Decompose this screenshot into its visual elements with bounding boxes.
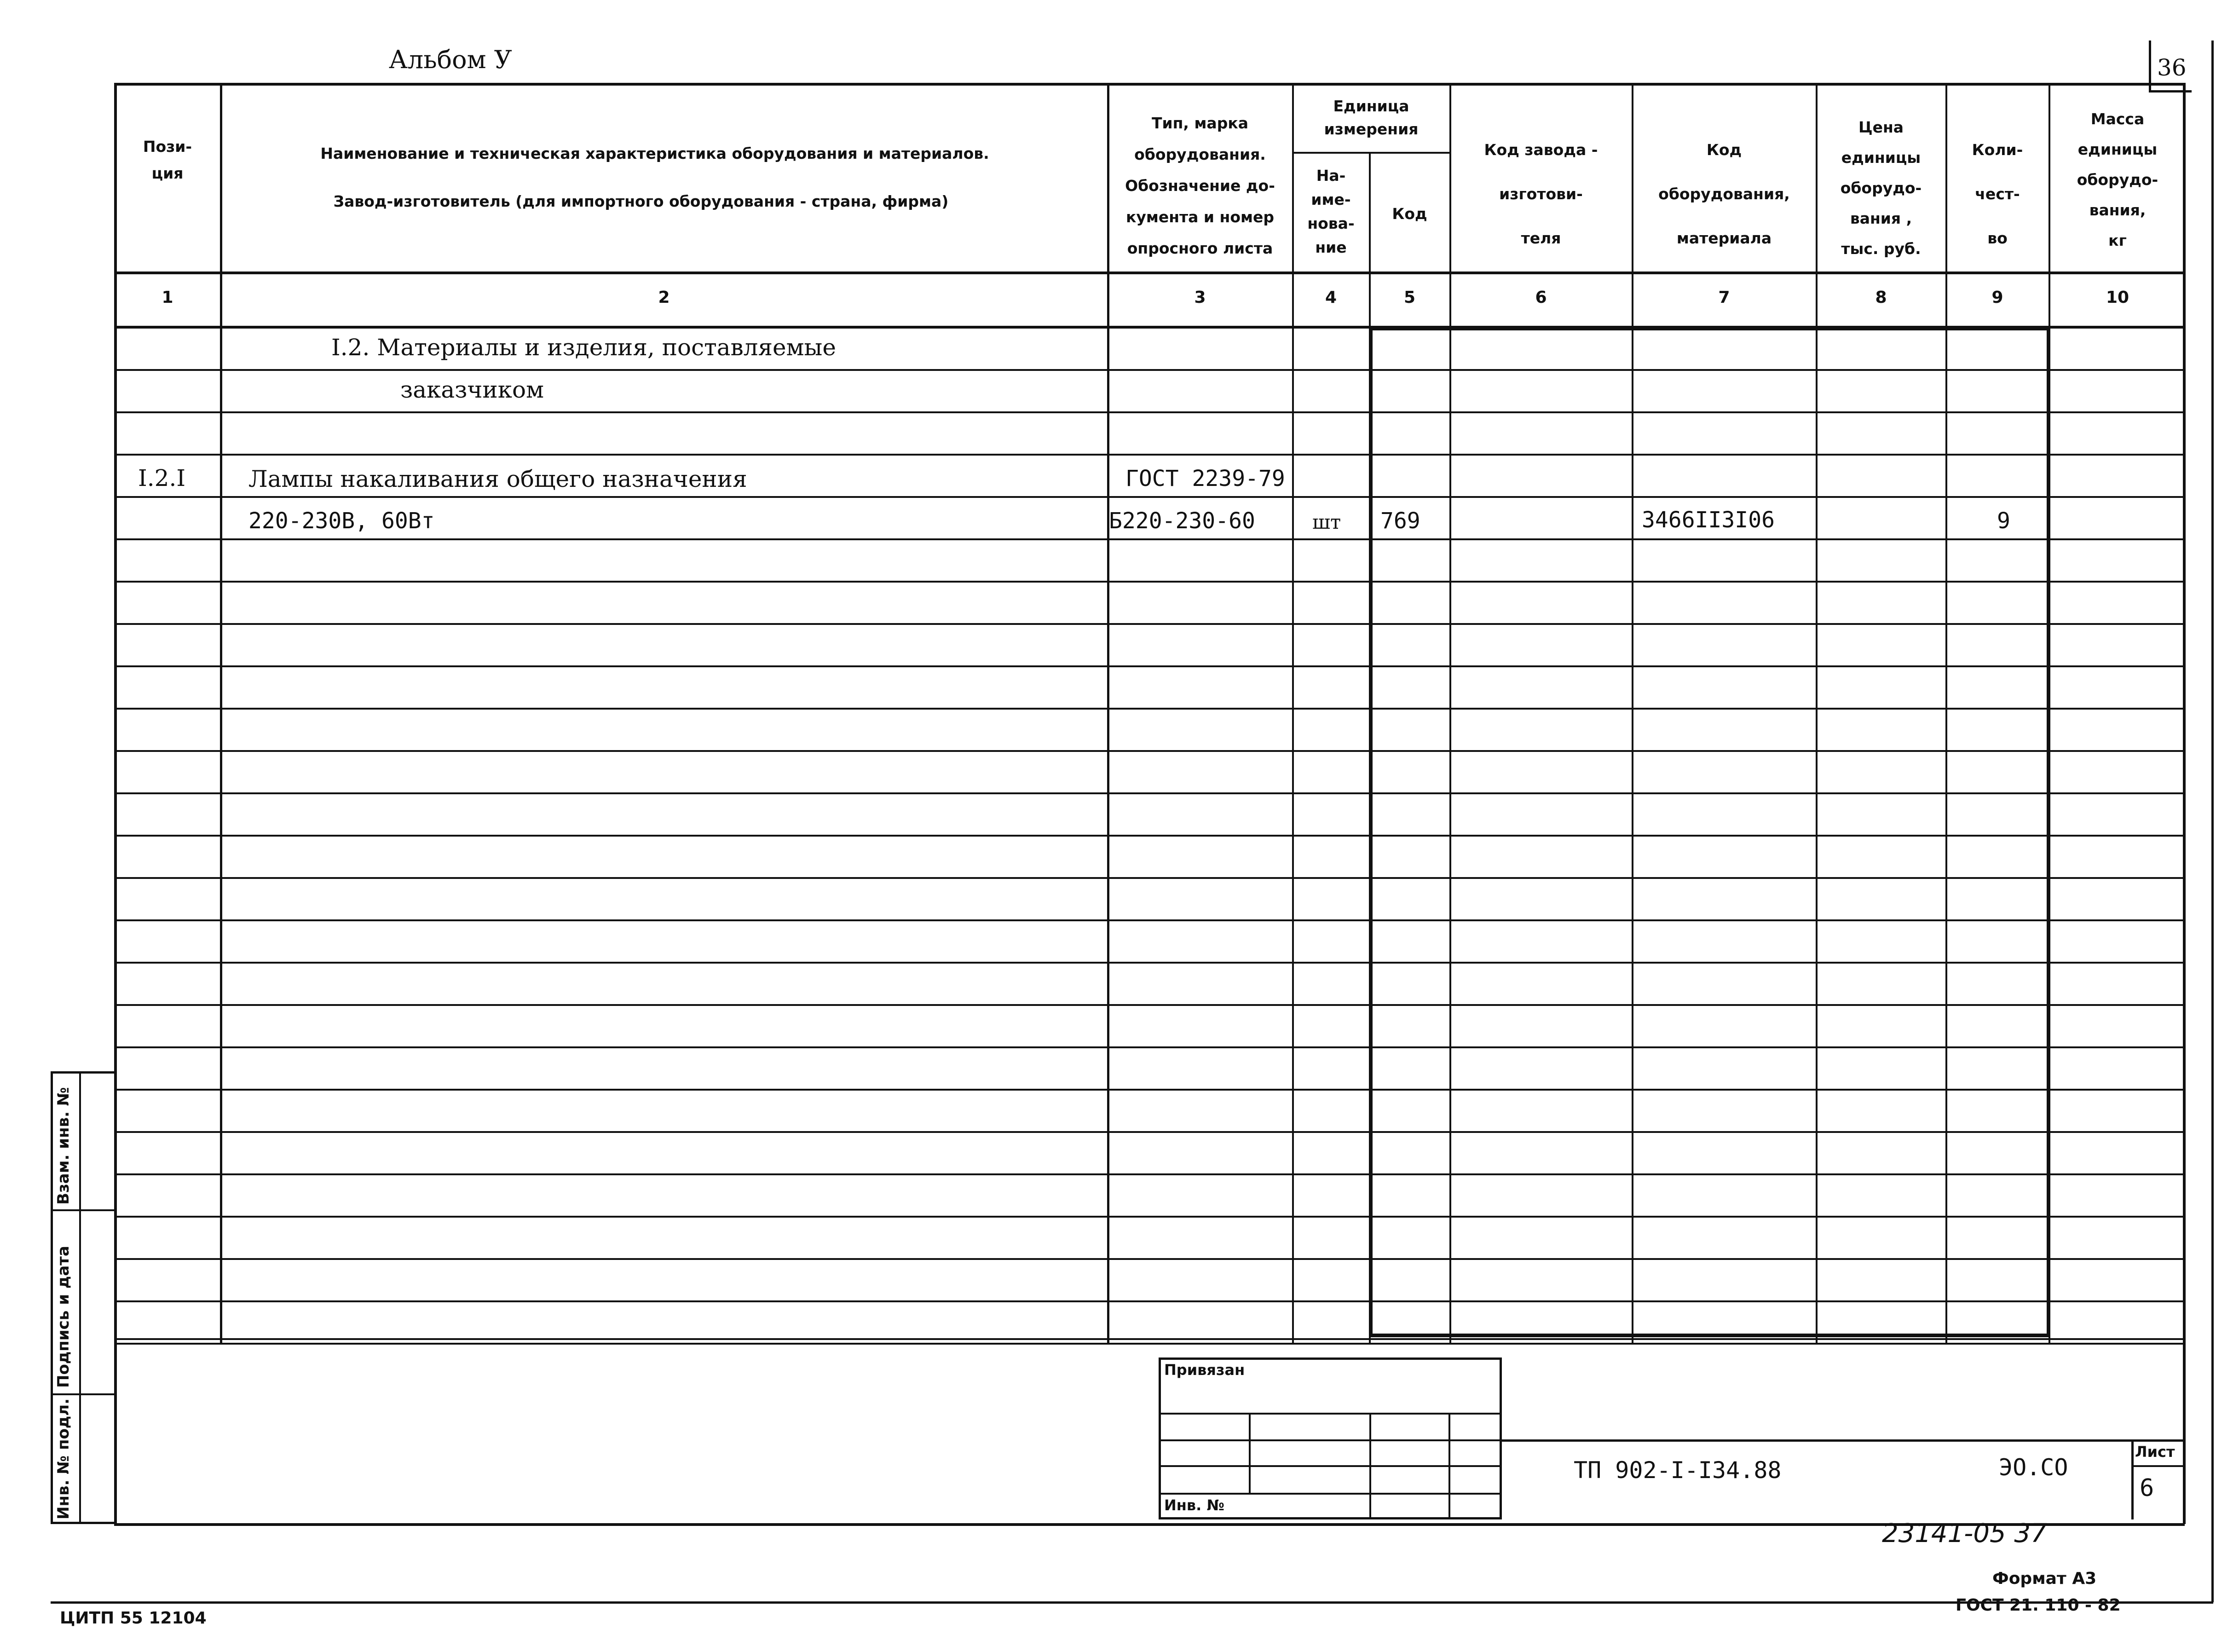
hdr-unit-group: Единица измерения: [1324, 97, 1419, 138]
hdr-col8: Цена единицы оборудо- вания , тыс. руб.: [1840, 118, 1922, 258]
row-divider: [114, 1343, 2185, 1345]
header-bottom-line: [114, 271, 2185, 274]
row-divider: [114, 1046, 2185, 1048]
row-divider: [114, 792, 2185, 794]
hdr-col10: Масса единицы оборудо- вания, кг: [2077, 110, 2158, 249]
row-divider: [114, 1131, 2185, 1133]
row-divider: [114, 877, 2185, 879]
row-divider: [114, 1258, 2185, 1260]
stamp-line2: [1159, 1439, 1502, 1441]
colnum-6: 6: [1535, 288, 1547, 307]
row2-name: заказчиком: [400, 376, 544, 403]
stamp-section: ЭО.СО: [1999, 1454, 2068, 1481]
row-divider: [114, 665, 2185, 667]
side-strip-inner: [79, 1071, 81, 1524]
colnum-4: 4: [1325, 288, 1337, 307]
row-divider: [114, 962, 2185, 964]
row-divider: [114, 538, 2185, 540]
stamp-box: [1159, 1357, 1502, 1519]
row-divider: [114, 454, 2185, 456]
colnum-10: 10: [2106, 288, 2129, 307]
row-divider: [114, 708, 2185, 710]
side-label-podpis: Подпись и дата: [54, 1246, 73, 1388]
outer-frame-right: [2211, 40, 2214, 1602]
stamp-line3: [1159, 1465, 1502, 1467]
row-divider: [114, 1004, 2185, 1006]
row4-pos: I.2.I: [138, 465, 186, 491]
stamp-list-label: Лист: [2135, 1443, 2175, 1461]
stamp-inv-no: Инв. №: [1164, 1496, 1224, 1514]
stamp-list-number: 6: [2140, 1474, 2154, 1502]
stamp-v2: [1369, 1413, 1371, 1519]
colnum-1: 1: [162, 288, 173, 307]
colnum-5: 5: [1403, 288, 1416, 307]
row5-code: 769: [1380, 508, 1420, 534]
stamp-line4: [1159, 1493, 1502, 1495]
hdr-col7: Код оборудования, материала: [1658, 141, 1790, 247]
side-strip-div1: [51, 1209, 114, 1211]
row-divider: [114, 919, 2185, 921]
sheet-corner-number: 36: [2157, 54, 2187, 81]
format-label: Формат А3: [1992, 1569, 2097, 1588]
hdr-col3: Тип, марка оборудования. Обозначение до- кумента и номер опросного листа: [1125, 114, 1275, 257]
row-divider: [114, 1216, 2185, 1218]
row-divider: [114, 581, 2185, 583]
hdr-col2: Наименование и техническая характеристика оборудования и материалов. Завод-изготовитель (для импортного оборудования - страна, фирма): [320, 144, 989, 210]
row-divider: [114, 623, 2185, 625]
row5-equip-code: 3466II3I06: [1642, 507, 1775, 533]
row5-type: Б220-230-60: [1109, 508, 1255, 534]
col-line-3: [1292, 83, 1294, 1344]
list-box-div: [2131, 1465, 2185, 1467]
hdr-col1: Пози- ция: [143, 138, 192, 182]
row4-type: ГОСТ 2239-79: [1125, 466, 1285, 491]
stamp-top-line: [114, 1338, 2185, 1340]
row-divider: [114, 369, 2185, 371]
handwritten-number: 23141-05 37: [1882, 1519, 2047, 1548]
row-divider: [114, 496, 2185, 498]
colnum-8: 8: [1875, 288, 1887, 307]
hdr-col4: На- име- нова- ние: [1307, 167, 1355, 256]
row5-name: 220-230В, 60Вт: [248, 508, 435, 534]
album-label: Альбом У: [389, 45, 512, 74]
row-divider: [114, 1089, 2185, 1091]
stamp-designation: ТП 902-I-I34.88: [1574, 1457, 1782, 1484]
colnum-3: 3: [1194, 288, 1206, 307]
row-divider: [114, 1173, 2185, 1175]
row-divider: [114, 411, 2185, 413]
row-divider: [114, 750, 2185, 752]
page-bottom-line: [114, 1523, 2185, 1526]
tsitp-label: ЦИТП 55 12104: [60, 1609, 207, 1628]
gost-label: ГОСТ 21. 110 - 82: [1956, 1596, 2121, 1615]
row5-qty: 9: [1997, 508, 2010, 534]
stamp-line1: [1159, 1413, 1502, 1415]
row-divider: [114, 835, 2185, 837]
hdr-col6: Код завода - изготови- теля: [1484, 141, 1598, 247]
unit-subheader-line: [1293, 152, 1449, 154]
row4-name: Лампы накаливания общего назначения: [248, 466, 747, 492]
colnum-2: 2: [658, 288, 670, 307]
outer-frame-bottom: [51, 1601, 2213, 1604]
hdr-col5: Код: [1392, 205, 1427, 223]
side-label-inv: Инв. № подл.: [54, 1398, 73, 1519]
row1-name: I.2. Материалы и изделия, поставляемые: [331, 334, 836, 361]
side-strip-div2: [51, 1393, 114, 1395]
stamp-privyazan: Привязан: [1164, 1361, 1245, 1379]
side-label-vzam: Взам. инв. №: [54, 1087, 73, 1205]
col-line-1: [220, 83, 222, 1344]
stamp-v1: [1249, 1413, 1251, 1494]
hdr-col9: Коли- чест- во: [1972, 141, 2023, 247]
row-divider: [114, 1300, 2185, 1302]
row5-unit: шт: [1312, 511, 1341, 533]
colnum-7: 7: [1718, 288, 1730, 307]
col-line-2: [1107, 83, 1109, 1344]
colnum-9: 9: [1991, 288, 2003, 307]
stamp-v3: [1448, 1413, 1450, 1519]
thick-region: [1369, 327, 2050, 1337]
